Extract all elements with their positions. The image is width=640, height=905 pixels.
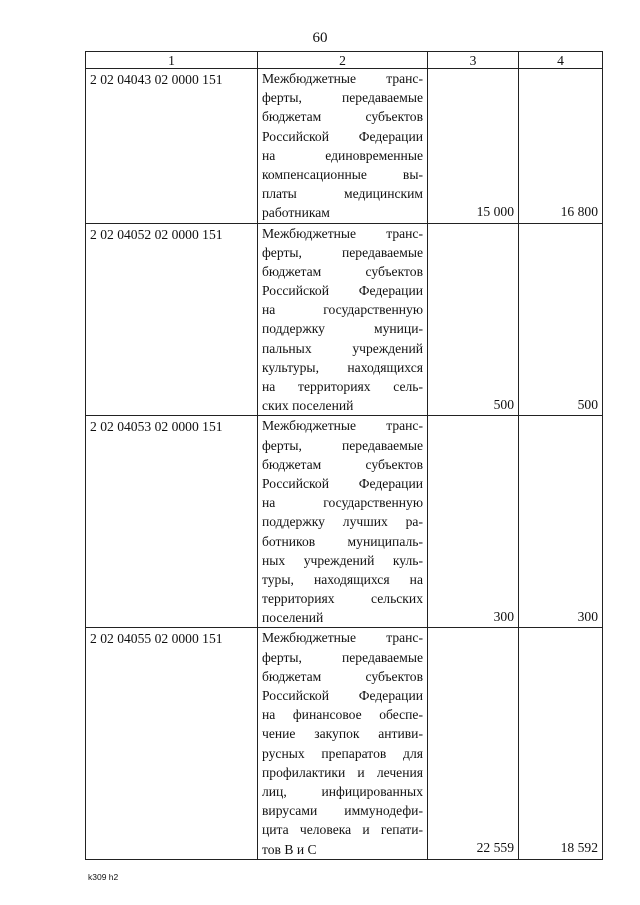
description-line: на единовременные [262, 147, 423, 163]
budget-code-cell: 2 02 04053 02 0000 151 [86, 416, 258, 628]
description-line: бюджетам субъектов [262, 109, 423, 125]
amount-col4-cell: 18 592 [519, 628, 603, 859]
description-line: русных препаратов для [262, 745, 423, 761]
description-line: ферты, передаваемые [262, 90, 423, 106]
table-body [86, 69, 603, 860]
description-cell [258, 223, 428, 416]
column-header-2: 2 [258, 52, 428, 69]
description-line: ных учреждений куль- [262, 552, 423, 568]
description-line: ских поселений [262, 398, 354, 414]
description-line: на финансовое обеспе- [262, 707, 423, 723]
amount-col3-cell: 300 [428, 416, 519, 628]
budget-table [85, 51, 603, 860]
column-header-4: 4 [519, 52, 603, 69]
description-line: поселений [262, 610, 324, 626]
description-line: тов В и С [262, 841, 317, 857]
amount-col4-cell: 500 [519, 223, 603, 416]
description-cell [258, 628, 428, 859]
page-number: 60 [312, 30, 328, 46]
description-cell [258, 416, 428, 628]
description-line: платы медицинским [262, 186, 423, 202]
amount-col4-cell: 16 800 [519, 69, 603, 224]
description-line: Российской Федерации [262, 688, 423, 703]
description-line: Российской Федерации [262, 475, 423, 491]
description-line: Межбюджетные транс- [262, 225, 423, 241]
description-line: Межбюджетные транс- [262, 71, 423, 86]
description-line: Межбюджетные транс- [262, 418, 423, 434]
description-line: поддержку муници- [262, 321, 423, 337]
description-line: территориях сельских [262, 591, 423, 607]
description-line: Российской Федерации [262, 128, 423, 144]
description-line: компенсационные вы- [262, 166, 423, 182]
column-header-1: 1 [86, 52, 258, 69]
description-line: поддержку лучших ра- [262, 514, 423, 530]
column-header-3: 3 [428, 52, 519, 69]
amount-col3-cell: 22 559 [428, 628, 519, 859]
description-line: Межбюджетные транс- [262, 630, 423, 646]
budget-code-cell: 2 02 04052 02 0000 151 [86, 223, 258, 416]
budget-code-cell: 2 02 04055 02 0000 151 [86, 628, 258, 859]
description-line: на государственную [262, 302, 423, 318]
description-line: бюджетам субъектов [262, 263, 423, 279]
description-line: лиц, инфицированных [262, 783, 423, 799]
table-row [86, 223, 603, 416]
description-line: бюджетам субъектов [262, 668, 423, 684]
description-line: ботников муниципаль- [262, 533, 423, 549]
description-cell [258, 69, 428, 224]
description-line: ферты, передаваемые [262, 649, 423, 665]
description-line: ферты, передаваемые [262, 437, 423, 453]
description-line: туры, находящихся на [262, 571, 423, 587]
description-line: пальных учреждений [262, 340, 423, 356]
description-line: цита человека и гепати- [262, 822, 423, 838]
amount-col3-cell: 15 000 [428, 69, 519, 224]
description-line: культуры, находящихся [262, 359, 423, 375]
description-line: чение закупок антиви- [262, 726, 423, 742]
budget-code-cell: 2 02 04043 02 0000 151 [86, 69, 258, 224]
footer-code: k309 h2 [88, 872, 119, 882]
description-line: ферты, передаваемые [262, 244, 423, 260]
description-line: вирусами иммунодефи- [262, 803, 423, 819]
description-line: профилактики и лечения [262, 764, 423, 780]
amount-col3-cell: 500 [428, 223, 519, 416]
description-line: на государственную [262, 495, 423, 511]
table-row [86, 69, 603, 224]
description-line: работникам [262, 205, 330, 221]
table-row [86, 416, 603, 628]
table-row [86, 628, 603, 859]
amount-col4-cell: 300 [519, 416, 603, 628]
description-line: бюджетам субъектов [262, 456, 423, 472]
table-header-row [86, 52, 603, 69]
description-line: Российской Федерации [262, 283, 423, 299]
description-line: на территориях сель- [262, 379, 423, 394]
